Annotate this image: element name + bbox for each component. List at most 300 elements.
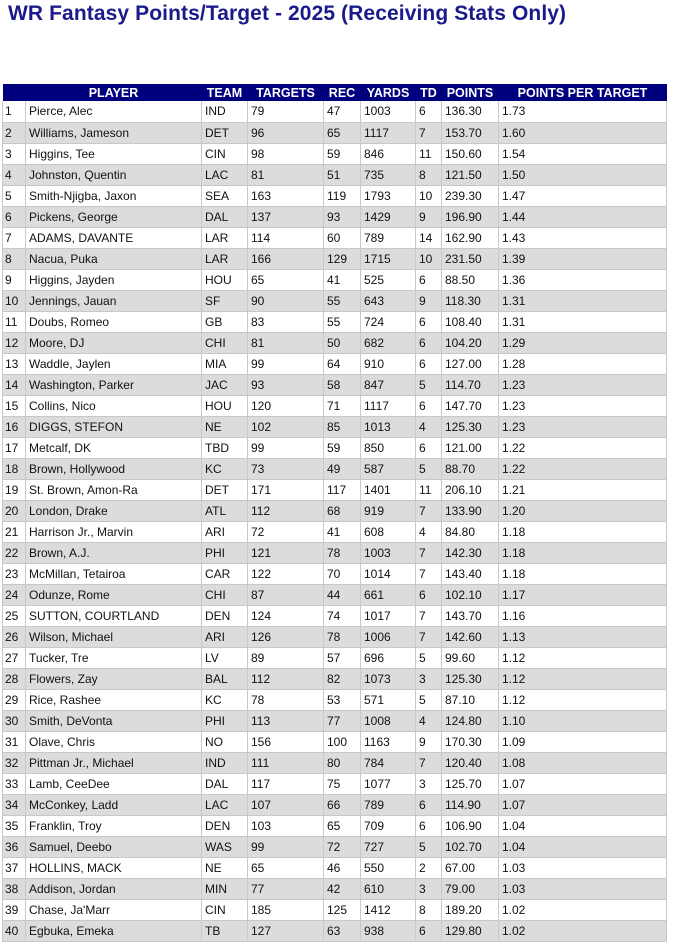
rec-cell: 125 xyxy=(324,899,361,920)
td-cell: 7 xyxy=(416,500,442,521)
points-per-target-cell: 1.12 xyxy=(499,689,667,710)
td-cell: 3 xyxy=(416,668,442,689)
table-row xyxy=(3,374,667,395)
team-cell: IND xyxy=(202,752,248,773)
points-cell: 153.70 xyxy=(442,122,499,143)
team-cell: NE xyxy=(202,857,248,878)
player-cell: Higgins, Jayden xyxy=(26,269,202,290)
yards-cell: 846 xyxy=(361,143,416,164)
player-cell: McMillan, Tetairoa xyxy=(26,563,202,584)
yards-cell: 608 xyxy=(361,521,416,542)
points-cell: 121.50 xyxy=(442,164,499,185)
player-cell: Chase, Ja'Marr xyxy=(26,899,202,920)
targets-cell: 83 xyxy=(248,311,324,332)
points-cell: 102.70 xyxy=(442,836,499,857)
td-cell: 2 xyxy=(416,857,442,878)
column-header-player[interactable]: PLAYER xyxy=(88,85,139,100)
yards-cell: 696 xyxy=(361,647,416,668)
rec-cell: 66 xyxy=(324,794,361,815)
team-cell: IND xyxy=(202,101,248,122)
table-row xyxy=(3,290,667,311)
rec-cell: 75 xyxy=(324,773,361,794)
rec-cell: 85 xyxy=(324,416,361,437)
player-cell: Wilson, Michael xyxy=(26,626,202,647)
player-cell: Collins, Nico xyxy=(26,395,202,416)
team-cell: ARI xyxy=(202,626,248,647)
yards-cell: 919 xyxy=(361,500,416,521)
yards-cell: 1013 xyxy=(361,416,416,437)
rank-cell: 39 xyxy=(3,899,26,920)
table-row xyxy=(3,416,667,437)
points-per-target-cell: 1.03 xyxy=(499,857,667,878)
td-cell: 5 xyxy=(416,689,442,710)
td-cell: 6 xyxy=(416,332,442,353)
points-cell: 170.30 xyxy=(442,731,499,752)
rec-cell: 74 xyxy=(324,605,361,626)
table-row xyxy=(3,710,667,731)
points-per-target-cell: 1.43 xyxy=(499,227,667,248)
rank-cell: 24 xyxy=(3,584,26,605)
yards-cell: 1793 xyxy=(361,185,416,206)
targets-cell: 137 xyxy=(248,206,324,227)
rec-cell: 71 xyxy=(324,395,361,416)
targets-cell: 103 xyxy=(248,815,324,836)
targets-cell: 99 xyxy=(248,836,324,857)
td-cell: 7 xyxy=(416,605,442,626)
points-cell: 118.30 xyxy=(442,290,499,311)
rec-cell: 117 xyxy=(324,479,361,500)
player-cell: Metcalf, DK xyxy=(26,437,202,458)
rec-cell: 57 xyxy=(324,647,361,668)
rec-cell: 65 xyxy=(324,122,361,143)
rank-cell: 3 xyxy=(3,143,26,164)
table-row xyxy=(3,794,667,815)
rec-cell: 50 xyxy=(324,332,361,353)
rec-cell: 129 xyxy=(324,248,361,269)
points-per-target-cell: 1.16 xyxy=(499,605,667,626)
rank-cell: 23 xyxy=(3,563,26,584)
td-cell: 8 xyxy=(416,164,442,185)
points-cell: 88.50 xyxy=(442,269,499,290)
points-per-target-cell: 1.39 xyxy=(499,248,667,269)
table-row xyxy=(3,395,667,416)
targets-cell: 98 xyxy=(248,143,324,164)
team-cell: JAC xyxy=(202,374,248,395)
yards-cell: 789 xyxy=(361,227,416,248)
yards-cell: 847 xyxy=(361,374,416,395)
points-cell: 231.50 xyxy=(442,248,499,269)
rec-cell: 59 xyxy=(324,143,361,164)
player-cell: Franklin, Troy xyxy=(26,815,202,836)
table-row xyxy=(3,143,667,164)
rec-cell: 46 xyxy=(324,857,361,878)
td-cell: 5 xyxy=(416,836,442,857)
table-row xyxy=(3,647,667,668)
td-cell: 7 xyxy=(416,563,442,584)
table-row xyxy=(3,563,667,584)
td-cell: 4 xyxy=(416,710,442,731)
yards-cell: 1163 xyxy=(361,731,416,752)
player-cell: Brown, A.J. xyxy=(26,542,202,563)
points-per-target-cell: 1.54 xyxy=(499,143,667,164)
rank-cell: 15 xyxy=(3,395,26,416)
points-cell: 133.90 xyxy=(442,500,499,521)
player-cell: Samuel, Deebo xyxy=(26,836,202,857)
td-cell: 4 xyxy=(416,521,442,542)
team-cell: CHI xyxy=(202,332,248,353)
table-row xyxy=(3,185,667,206)
points-per-target-cell: 1.23 xyxy=(499,374,667,395)
team-cell: LAC xyxy=(202,794,248,815)
player-cell: Washington, Parker xyxy=(26,374,202,395)
team-cell: DEN xyxy=(202,815,248,836)
yards-cell: 682 xyxy=(361,332,416,353)
team-cell: DAL xyxy=(202,206,248,227)
player-cell: Moore, DJ xyxy=(26,332,202,353)
td-cell: 7 xyxy=(416,752,442,773)
rank-cell: 2 xyxy=(3,122,26,143)
rec-cell: 78 xyxy=(324,626,361,647)
rank-cell: 27 xyxy=(3,647,26,668)
points-cell: 120.40 xyxy=(442,752,499,773)
td-cell: 7 xyxy=(416,542,442,563)
points-cell: 142.30 xyxy=(442,542,499,563)
column-header-td[interactable]: TD xyxy=(420,85,437,100)
yards-cell: 1014 xyxy=(361,563,416,584)
column-header-rec[interactable]: REC xyxy=(328,85,356,100)
points-cell: 106.90 xyxy=(442,815,499,836)
td-cell: 6 xyxy=(416,815,442,836)
yards-cell: 661 xyxy=(361,584,416,605)
yards-cell: 1117 xyxy=(361,122,416,143)
table-row xyxy=(3,164,667,185)
team-cell: SEA xyxy=(202,185,248,206)
player-cell: Smith-Njigba, Jaxon xyxy=(26,185,202,206)
td-cell: 6 xyxy=(416,353,442,374)
targets-cell: 163 xyxy=(248,185,324,206)
yards-cell: 571 xyxy=(361,689,416,710)
targets-cell: 99 xyxy=(248,353,324,374)
player-cell: Pickens, George xyxy=(26,206,202,227)
player-cell: Brown, Hollywood xyxy=(26,458,202,479)
td-cell: 11 xyxy=(416,479,442,500)
table-row xyxy=(3,353,667,374)
rank-cell: 8 xyxy=(3,248,26,269)
rec-cell: 55 xyxy=(324,311,361,332)
rec-cell: 80 xyxy=(324,752,361,773)
table-row xyxy=(3,101,667,122)
targets-cell: 166 xyxy=(248,248,324,269)
yards-cell: 550 xyxy=(361,857,416,878)
points-per-target-cell: 1.50 xyxy=(499,164,667,185)
td-cell: 5 xyxy=(416,647,442,668)
column-header-yards[interactable]: YARDS xyxy=(366,85,410,100)
rank-cell: 9 xyxy=(3,269,26,290)
column-header-team[interactable]: TEAM xyxy=(206,85,243,100)
rank-cell: 25 xyxy=(3,605,26,626)
points-per-target-cell: 1.20 xyxy=(499,500,667,521)
yards-cell: 709 xyxy=(361,815,416,836)
points-per-target-cell: 1.44 xyxy=(499,206,667,227)
td-cell: 6 xyxy=(416,794,442,815)
targets-cell: 73 xyxy=(248,458,324,479)
points-cell: 239.30 xyxy=(442,185,499,206)
team-cell: SF xyxy=(202,290,248,311)
column-header-points-per-target[interactable]: POINTS PER TARGET xyxy=(517,85,648,100)
rank-cell: 32 xyxy=(3,752,26,773)
td-cell: 7 xyxy=(416,122,442,143)
table-row xyxy=(3,689,667,710)
td-cell: 10 xyxy=(416,248,442,269)
player-cell: Waddle, Jaylen xyxy=(26,353,202,374)
yards-cell: 784 xyxy=(361,752,416,773)
points-per-target-cell: 1.12 xyxy=(499,668,667,689)
column-header-rank[interactable] xyxy=(3,84,26,101)
rank-cell: 4 xyxy=(3,164,26,185)
team-cell: LAR xyxy=(202,227,248,248)
yards-cell: 910 xyxy=(361,353,416,374)
table-row xyxy=(3,731,667,752)
yards-cell: 1412 xyxy=(361,899,416,920)
rank-cell: 13 xyxy=(3,353,26,374)
points-cell: 87.10 xyxy=(442,689,499,710)
table-row xyxy=(3,920,667,941)
team-cell: KC xyxy=(202,689,248,710)
team-cell: LV xyxy=(202,647,248,668)
points-cell: 136.30 xyxy=(442,101,499,122)
player-cell: Nacua, Puka xyxy=(26,248,202,269)
yards-cell: 1429 xyxy=(361,206,416,227)
targets-cell: 156 xyxy=(248,731,324,752)
table-row xyxy=(3,899,667,920)
points-cell: 88.70 xyxy=(442,458,499,479)
table-row xyxy=(3,122,667,143)
yards-cell: 643 xyxy=(361,290,416,311)
player-cell: Odunze, Rome xyxy=(26,584,202,605)
rec-cell: 51 xyxy=(324,164,361,185)
yards-cell: 1006 xyxy=(361,626,416,647)
points-per-target-cell: 1.47 xyxy=(499,185,667,206)
points-cell: 125.30 xyxy=(442,668,499,689)
team-cell: LAC xyxy=(202,164,248,185)
yards-cell: 724 xyxy=(361,311,416,332)
table-row xyxy=(3,206,667,227)
table-row xyxy=(3,836,667,857)
points-cell: 99.60 xyxy=(442,647,499,668)
targets-cell: 113 xyxy=(248,710,324,731)
points-per-target-cell: 1.28 xyxy=(499,353,667,374)
yards-cell: 587 xyxy=(361,458,416,479)
table-row xyxy=(3,584,667,605)
table-row xyxy=(3,815,667,836)
team-cell: HOU xyxy=(202,395,248,416)
yards-cell: 1008 xyxy=(361,710,416,731)
yards-cell: 1715 xyxy=(361,248,416,269)
player-cell: SUTTON, COURTLAND xyxy=(26,605,202,626)
table-row xyxy=(3,227,667,248)
player-cell: McConkey, Ladd xyxy=(26,794,202,815)
player-cell: DIGGS, STEFON xyxy=(26,416,202,437)
targets-cell: 111 xyxy=(248,752,324,773)
yards-cell: 850 xyxy=(361,437,416,458)
rank-cell: 14 xyxy=(3,374,26,395)
column-header-targets[interactable]: TARGETS xyxy=(256,85,315,100)
td-cell: 9 xyxy=(416,206,442,227)
points-cell: 142.60 xyxy=(442,626,499,647)
points-cell: 127.00 xyxy=(442,353,499,374)
rec-cell: 68 xyxy=(324,500,361,521)
rank-cell: 20 xyxy=(3,500,26,521)
rank-cell: 16 xyxy=(3,416,26,437)
points-per-target-cell: 1.18 xyxy=(499,542,667,563)
player-cell: Egbuka, Emeka xyxy=(26,920,202,941)
targets-cell: 81 xyxy=(248,164,324,185)
td-cell: 7 xyxy=(416,626,442,647)
points-per-target-cell: 1.23 xyxy=(499,416,667,437)
yards-cell: 1017 xyxy=(361,605,416,626)
points-cell: 114.90 xyxy=(442,794,499,815)
rank-cell: 33 xyxy=(3,773,26,794)
rank-cell: 18 xyxy=(3,458,26,479)
table-header-row xyxy=(3,84,667,101)
targets-cell: 77 xyxy=(248,878,324,899)
points-per-target-cell: 1.04 xyxy=(499,815,667,836)
points-cell: 67.00 xyxy=(442,857,499,878)
rec-cell: 78 xyxy=(324,542,361,563)
player-cell: Smith, DeVonta xyxy=(26,710,202,731)
table-row xyxy=(3,437,667,458)
points-per-target-cell: 1.13 xyxy=(499,626,667,647)
points-cell: 150.60 xyxy=(442,143,499,164)
yards-cell: 938 xyxy=(361,920,416,941)
team-cell: GB xyxy=(202,311,248,332)
rec-cell: 82 xyxy=(324,668,361,689)
player-cell: Jennings, Jauan xyxy=(26,290,202,311)
yards-cell: 1003 xyxy=(361,542,416,563)
targets-cell: 117 xyxy=(248,773,324,794)
team-cell: PHI xyxy=(202,542,248,563)
points-cell: 162.90 xyxy=(442,227,499,248)
team-cell: DET xyxy=(202,479,248,500)
team-cell: CHI xyxy=(202,584,248,605)
targets-cell: 102 xyxy=(248,416,324,437)
player-cell: Pierce, Alec xyxy=(26,101,202,122)
yards-cell: 727 xyxy=(361,836,416,857)
team-cell: WAS xyxy=(202,836,248,857)
targets-cell: 96 xyxy=(248,122,324,143)
td-cell: 9 xyxy=(416,290,442,311)
td-cell: 10 xyxy=(416,185,442,206)
player-cell: Flowers, Zay xyxy=(26,668,202,689)
team-cell: DEN xyxy=(202,605,248,626)
rec-cell: 41 xyxy=(324,521,361,542)
table-row xyxy=(3,542,667,563)
points-cell: 125.70 xyxy=(442,773,499,794)
rec-cell: 49 xyxy=(324,458,361,479)
rank-cell: 1 xyxy=(3,101,26,122)
targets-cell: 65 xyxy=(248,857,324,878)
points-per-target-cell: 1.29 xyxy=(499,332,667,353)
rec-cell: 58 xyxy=(324,374,361,395)
targets-cell: 89 xyxy=(248,647,324,668)
player-cell: Pittman Jr., Michael xyxy=(26,752,202,773)
team-cell: NO xyxy=(202,731,248,752)
rank-cell: 21 xyxy=(3,521,26,542)
targets-cell: 99 xyxy=(248,437,324,458)
td-cell: 6 xyxy=(416,584,442,605)
player-cell: Johnston, Quentin xyxy=(26,164,202,185)
player-cell: HOLLINS, MACK xyxy=(26,857,202,878)
player-cell: Rice, Rashee xyxy=(26,689,202,710)
targets-cell: 87 xyxy=(248,584,324,605)
td-cell: 6 xyxy=(416,311,442,332)
points-per-target-cell: 1.36 xyxy=(499,269,667,290)
page-title: WR Fantasy Points/Target - 2025 (Receiving Stats Only) xyxy=(8,2,567,25)
targets-cell: 171 xyxy=(248,479,324,500)
player-cell: London, Drake xyxy=(26,500,202,521)
td-cell: 3 xyxy=(416,773,442,794)
rank-cell: 22 xyxy=(3,542,26,563)
table-row xyxy=(3,500,667,521)
targets-cell: 124 xyxy=(248,605,324,626)
points-per-target-cell: 1.12 xyxy=(499,647,667,668)
points-cell: 189.20 xyxy=(442,899,499,920)
points-per-target-cell: 1.04 xyxy=(499,836,667,857)
player-cell: Tucker, Tre xyxy=(26,647,202,668)
points-cell: 124.80 xyxy=(442,710,499,731)
points-cell: 143.40 xyxy=(442,563,499,584)
table-row xyxy=(3,479,667,500)
team-cell: TB xyxy=(202,920,248,941)
points-per-target-cell: 1.73 xyxy=(499,101,667,122)
rec-cell: 44 xyxy=(324,584,361,605)
td-cell: 3 xyxy=(416,878,442,899)
targets-cell: 93 xyxy=(248,374,324,395)
team-cell: ARI xyxy=(202,521,248,542)
player-cell: Harrison Jr., Marvin xyxy=(26,521,202,542)
targets-cell: 79 xyxy=(248,101,324,122)
wr-stats-table xyxy=(2,84,667,942)
td-cell: 5 xyxy=(416,374,442,395)
targets-cell: 122 xyxy=(248,563,324,584)
player-cell: Olave, Chris xyxy=(26,731,202,752)
points-cell: 206.10 xyxy=(442,479,499,500)
points-cell: 125.30 xyxy=(442,416,499,437)
rank-cell: 19 xyxy=(3,479,26,500)
points-cell: 121.00 xyxy=(442,437,499,458)
table-body xyxy=(3,101,667,941)
rank-cell: 29 xyxy=(3,689,26,710)
table-row xyxy=(3,248,667,269)
points-per-target-cell: 1.07 xyxy=(499,773,667,794)
yards-cell: 789 xyxy=(361,794,416,815)
player-cell: ADAMS, DAVANTE xyxy=(26,227,202,248)
points-cell: 143.70 xyxy=(442,605,499,626)
rec-cell: 93 xyxy=(324,206,361,227)
table-row xyxy=(3,269,667,290)
player-cell: St. Brown, Amon-Ra xyxy=(26,479,202,500)
targets-cell: 65 xyxy=(248,269,324,290)
team-cell: HOU xyxy=(202,269,248,290)
td-cell: 14 xyxy=(416,227,442,248)
rec-cell: 41 xyxy=(324,269,361,290)
team-cell: DAL xyxy=(202,773,248,794)
targets-cell: 72 xyxy=(248,521,324,542)
column-header-points[interactable]: POINTS xyxy=(446,85,494,100)
td-cell: 6 xyxy=(416,269,442,290)
rank-cell: 6 xyxy=(3,206,26,227)
rec-cell: 60 xyxy=(324,227,361,248)
